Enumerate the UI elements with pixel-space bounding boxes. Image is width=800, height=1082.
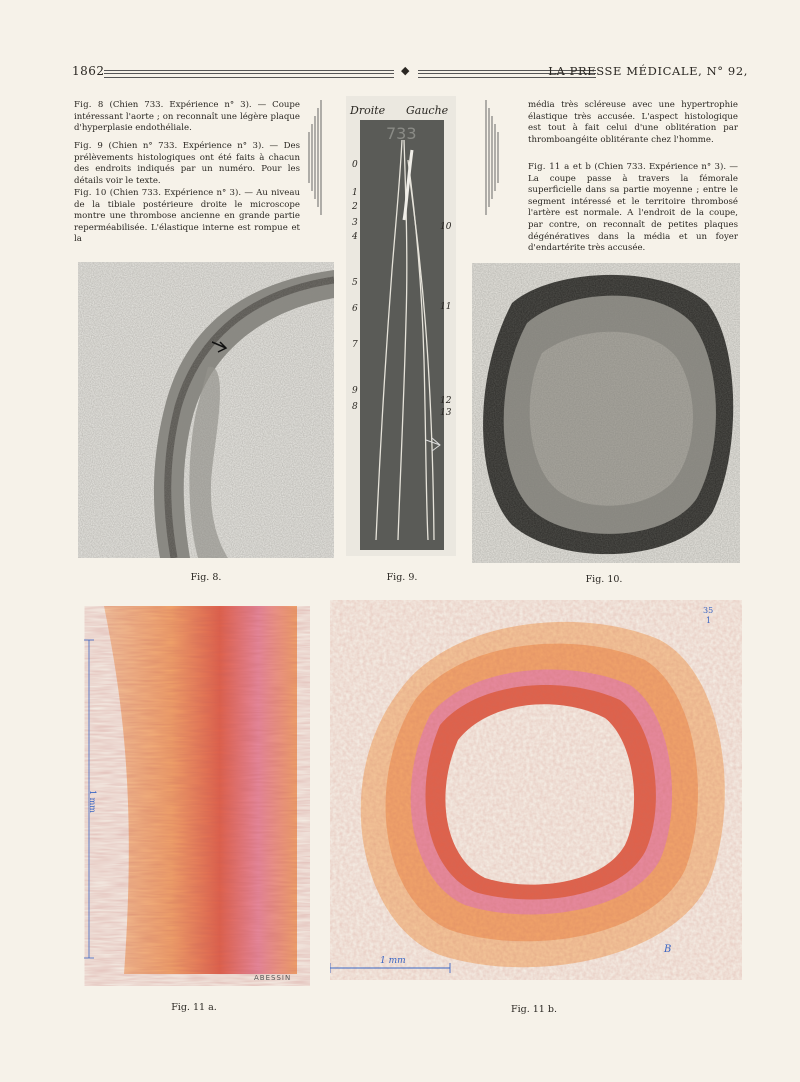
caption-fig9-text: (Chien n° 733. Expérience n° 3). — Des prélèvements histologiques ont été faits à chacun des endroits indiqués par un numéro. Pour les détails voir le texte. (74, 141, 300, 186)
decorative-bracket-right (484, 100, 500, 215)
figure-11a-label: Fig. 11 a. (171, 1002, 217, 1013)
fig9-label-2: 2 (352, 202, 358, 212)
fig11a-signature: ABESSIN (254, 974, 292, 982)
fig11b-monogram: B (664, 944, 672, 955)
figure-8-micrograph (78, 262, 334, 558)
fig9-label-12: 12 (440, 396, 452, 406)
figure-11a-color-plate (64, 606, 310, 986)
fig11a-scale-label: 1 mm (88, 790, 97, 813)
caption-fig11-text: (Chien 733. Expérience n° 3). — La coupe passe à travers la fémorale superficielle dans sa partie moyenne ; entre le segment intéressé et le territoire thrombosé l'artère est normale. A l'endroit de la coupe, par contre, on reconnaît de petites plaques dégénératives dans la média et un foyer d'endartérite très accusée. (528, 162, 738, 254)
fig9-label-13: 13 (440, 408, 452, 418)
caption-fig8 (74, 100, 300, 135)
figure-10-label: Fig. 10. (585, 574, 623, 585)
fig9-label-0: 0 (352, 160, 358, 170)
fig9-label-9: 9 (352, 386, 358, 396)
fig9-label-6: 6 (352, 304, 358, 314)
figure-11b-label: Fig. 11 b. (511, 1004, 557, 1015)
fig11b-scale-label: 1 mm (380, 956, 406, 966)
caption-fig8-text: (Chien 733. Expérience n° 3). — Coupe intéressant l'aorte ; on reconnaît une légère plaque d'hyperplasie endothéliale. (74, 100, 300, 134)
caption-fig10-text: (Chien 733. Expérience n° 3). — Au niveau de la tibiale postérieure droite le microscope montre une thrombose ancienne en grande partie reperméabilisée. L'élastique interne est rompue et la (74, 188, 300, 245)
fig9-label-5: 5 (352, 278, 358, 288)
fig9-label-3: 3 (352, 218, 358, 228)
fig9-header-gauche: Gauche (406, 104, 449, 117)
caption-fig10 (74, 188, 300, 246)
figure-11b-color-plate (330, 600, 742, 980)
fig9-label-8: 8 (352, 402, 358, 412)
fig11b-plate-number-top: 35 (703, 606, 714, 615)
figure-9-label: Fig. 9. (386, 572, 418, 583)
fig11b-plate-number-bottom: 1 (706, 616, 712, 625)
caption-fig11 (528, 162, 738, 255)
figure-10-micrograph (472, 263, 740, 563)
fig9-stamp: 733 (386, 124, 417, 143)
header-diamond: ◆ (401, 64, 410, 77)
fig9-labels (346, 96, 456, 556)
caption-fig9 (74, 141, 300, 187)
figure-8-label: Fig. 8. (190, 572, 222, 583)
journal-title: LA PRESSE MÉDICALE, N° 92, (548, 64, 748, 78)
decorative-bracket-left (307, 100, 323, 215)
caption-fig11-ref: Fig. 11 a et b (528, 162, 592, 172)
caption-fig10-continued: média très scléreuse avec une hypertrophie élastique très accusée. L'aspect histologique est tout à fait celui d'une oblitération par thromboangéite oblitérante chez l'homme. (528, 100, 738, 145)
caption-fig10-ref: Fig. 10 (74, 188, 107, 198)
fig9-label-1: 1 (352, 188, 358, 198)
caption-fig8-ref: Fig. 8 (74, 100, 104, 110)
page-number: 1862 (72, 64, 105, 78)
fig9-label-7: 7 (352, 340, 358, 350)
header-rule-left (104, 70, 394, 78)
fig9-label-11: 11 (440, 302, 452, 312)
fig9-label-4: 4 (352, 232, 358, 242)
fig9-header-droite: Droite (350, 104, 386, 117)
caption-fig9-ref: Fig. 9 (74, 141, 104, 151)
fig9-label-10: 10 (440, 222, 452, 232)
